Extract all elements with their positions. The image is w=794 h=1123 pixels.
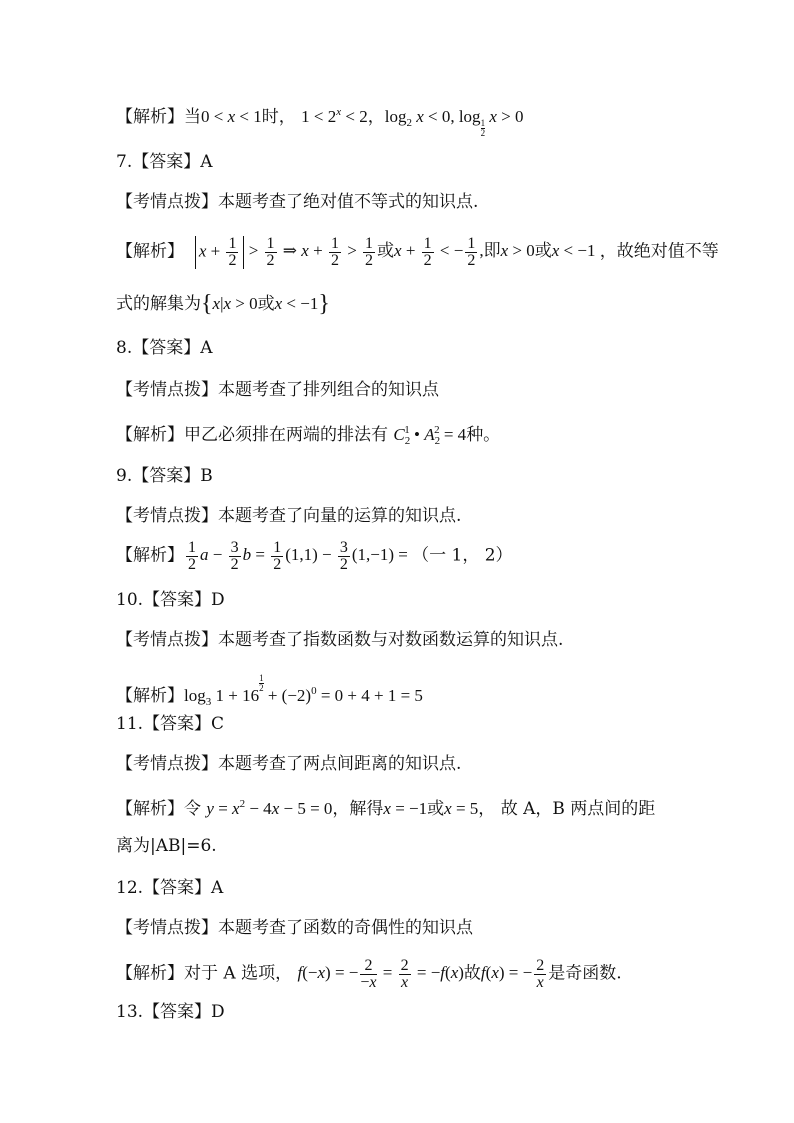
answer-value: D	[211, 590, 225, 610]
answer-12	[116, 876, 223, 900]
point-label: 【考情点拨】	[116, 192, 218, 212]
answer-value: B	[200, 466, 213, 486]
point-text: 本题考查了两点间距离的知识点.	[218, 754, 462, 774]
point-text: 本题考查了指数函数与对数函数运算的知识点.	[218, 630, 564, 650]
answer-10	[116, 588, 225, 612]
text-tail: ，故绝对值不等	[599, 241, 719, 262]
formula-function: f(x) = − $\frac{2}{x}$	[480, 957, 545, 991]
point-11	[116, 752, 461, 776]
text-solution-set: 式的解集为	[116, 294, 201, 314]
formula-set: {x|x > 0或x < −1}	[201, 291, 330, 317]
answer-11	[116, 712, 224, 736]
point-7	[116, 190, 478, 214]
text-when: 当	[184, 107, 201, 127]
analysis-7	[116, 236, 719, 269]
formula-abs-inequality: x + $\frac{1}{2}$ > $\frac{1}{2}$ ⇒ x + $\frac{1}{2}$ > $\frac{1}{2}$ 或x + $\frac{1}{2}$ < − $\frac{1}{2}$ ,即x > 0或x < −1	[195, 241, 600, 260]
item-number: 12.	[116, 878, 144, 898]
item-number: 7.	[116, 152, 133, 172]
text-kinds: 种。	[466, 425, 501, 445]
answer-13	[116, 1000, 225, 1024]
formula-range: 0 < x < 1	[201, 107, 262, 126]
analysis-label: 【解析】	[116, 107, 184, 127]
point-label: 【考情点拨】	[116, 380, 218, 400]
analysis-10	[116, 674, 423, 714]
analysis-11-cont	[116, 834, 217, 858]
formula-vector: $\frac{1}{2}$ a − $\frac{3}{2}$ b = $\frac{1}{2}$ (1,1) − $\frac{3}{2}$ (1,−1) =	[188, 539, 413, 573]
formula-combination: $C_2^1$ • $A_2^2 = 4$	[393, 424, 467, 447]
point-label: 【考情点拨】	[116, 506, 218, 526]
item-number: 9.	[116, 466, 133, 486]
answer-label: 【答案】	[143, 590, 212, 610]
answer-label: 【答案】	[132, 152, 201, 172]
answer-value: D	[211, 1002, 225, 1022]
analysis-7-cont	[116, 292, 330, 316]
point-text: 本题考查了排列组合的知识点	[218, 380, 439, 400]
text-or: 或	[377, 241, 395, 261]
point-text: 本题考查了绝对值不等式的知识点.	[218, 192, 479, 212]
item-number: 11.	[116, 714, 144, 734]
answer-value: A	[200, 152, 213, 172]
text-ji: 即	[483, 241, 501, 261]
formula-odd: f(−x) = − $\frac{2}{-x}$ = $\frac{2}{x}$ = −f(x)	[297, 957, 464, 991]
point-10	[116, 628, 563, 652]
formula-quadratic: $y = x^2 - 4x - 5 = 0$	[206, 798, 333, 818]
text-or: 或	[257, 294, 275, 313]
text-or: 或	[427, 799, 445, 819]
text-let: 令	[184, 799, 201, 819]
vector-result: （一 1， 2）	[412, 545, 513, 566]
analysis-12	[116, 958, 622, 991]
text-therefore: 故	[463, 963, 481, 984]
point-label: 【考情点拨】	[116, 918, 218, 938]
text-arrangement: 甲乙必须排在两端的排法有	[184, 425, 388, 445]
point-label: 【考情点拨】	[116, 754, 218, 774]
formula-exp: $1 < 2^x < 2$	[301, 106, 368, 126]
text-distance-result: 离为|AB|=6.	[116, 836, 217, 856]
analysis-label: 【解析】	[116, 545, 184, 566]
formula-root1: x = −1	[383, 799, 428, 818]
answer-7	[116, 150, 213, 174]
analysis-label: 【解析】	[116, 241, 184, 262]
answer-label: 【答案】	[143, 1002, 212, 1022]
answer-8	[116, 336, 213, 360]
answer-label: 【答案】	[143, 878, 212, 898]
answer-label: 【答案】	[132, 466, 201, 486]
point-8	[116, 378, 439, 402]
point-text: 本题考查了向量的运算的知识点.	[218, 506, 462, 526]
item-number: 13.	[116, 1002, 144, 1022]
formula-root2: x = 5	[444, 799, 479, 818]
text-or: 或	[534, 241, 552, 261]
answer-9	[116, 464, 213, 488]
analysis-label: 【解析】	[116, 963, 184, 984]
item-number: 10.	[116, 590, 144, 610]
text-odd-function: 是奇函数.	[548, 963, 622, 984]
analysis-6: 【解析】当0 < x < 1时， $1 < 2^x < 2$，$\log_2 x < 0$, log $\frac{1}{2}$ x > 0	[116, 106, 524, 138]
analysis-label: 【解析】	[116, 686, 184, 706]
answer-value: A	[211, 878, 224, 898]
answer-label: 【答案】	[132, 338, 201, 358]
analysis-9	[116, 540, 513, 573]
point-label: 【考情点拨】	[116, 630, 218, 650]
text-solve: ，解得	[332, 799, 384, 819]
item-number: 8.	[116, 338, 133, 358]
answer-value: C	[211, 714, 225, 734]
text-option-a: 对于 A 选项，	[184, 963, 293, 984]
text-time: 时，	[261, 107, 296, 127]
analysis-11	[116, 792, 655, 821]
point-12	[116, 916, 473, 940]
point-text: 本题考查了函数的奇偶性的知识点	[218, 918, 473, 938]
answer-value: A	[200, 338, 213, 358]
text-distance: ， 故 A，B 两点间的距	[478, 799, 656, 819]
analysis-8	[116, 418, 500, 453]
formula-log-exp: $\log_3 1 + 16$ $\frac{1}{2}$ + $(-2)^0 = 0 + 4 + 1 = 5$	[184, 673, 423, 708]
analysis-label: 【解析】	[116, 425, 184, 445]
answer-label: 【答案】	[143, 714, 212, 734]
point-9	[116, 504, 461, 528]
formula-log: $\log_2 x < 0$, log $\frac{1}{2}$ x > 0	[384, 107, 524, 138]
analysis-label: 【解析】	[116, 799, 184, 819]
